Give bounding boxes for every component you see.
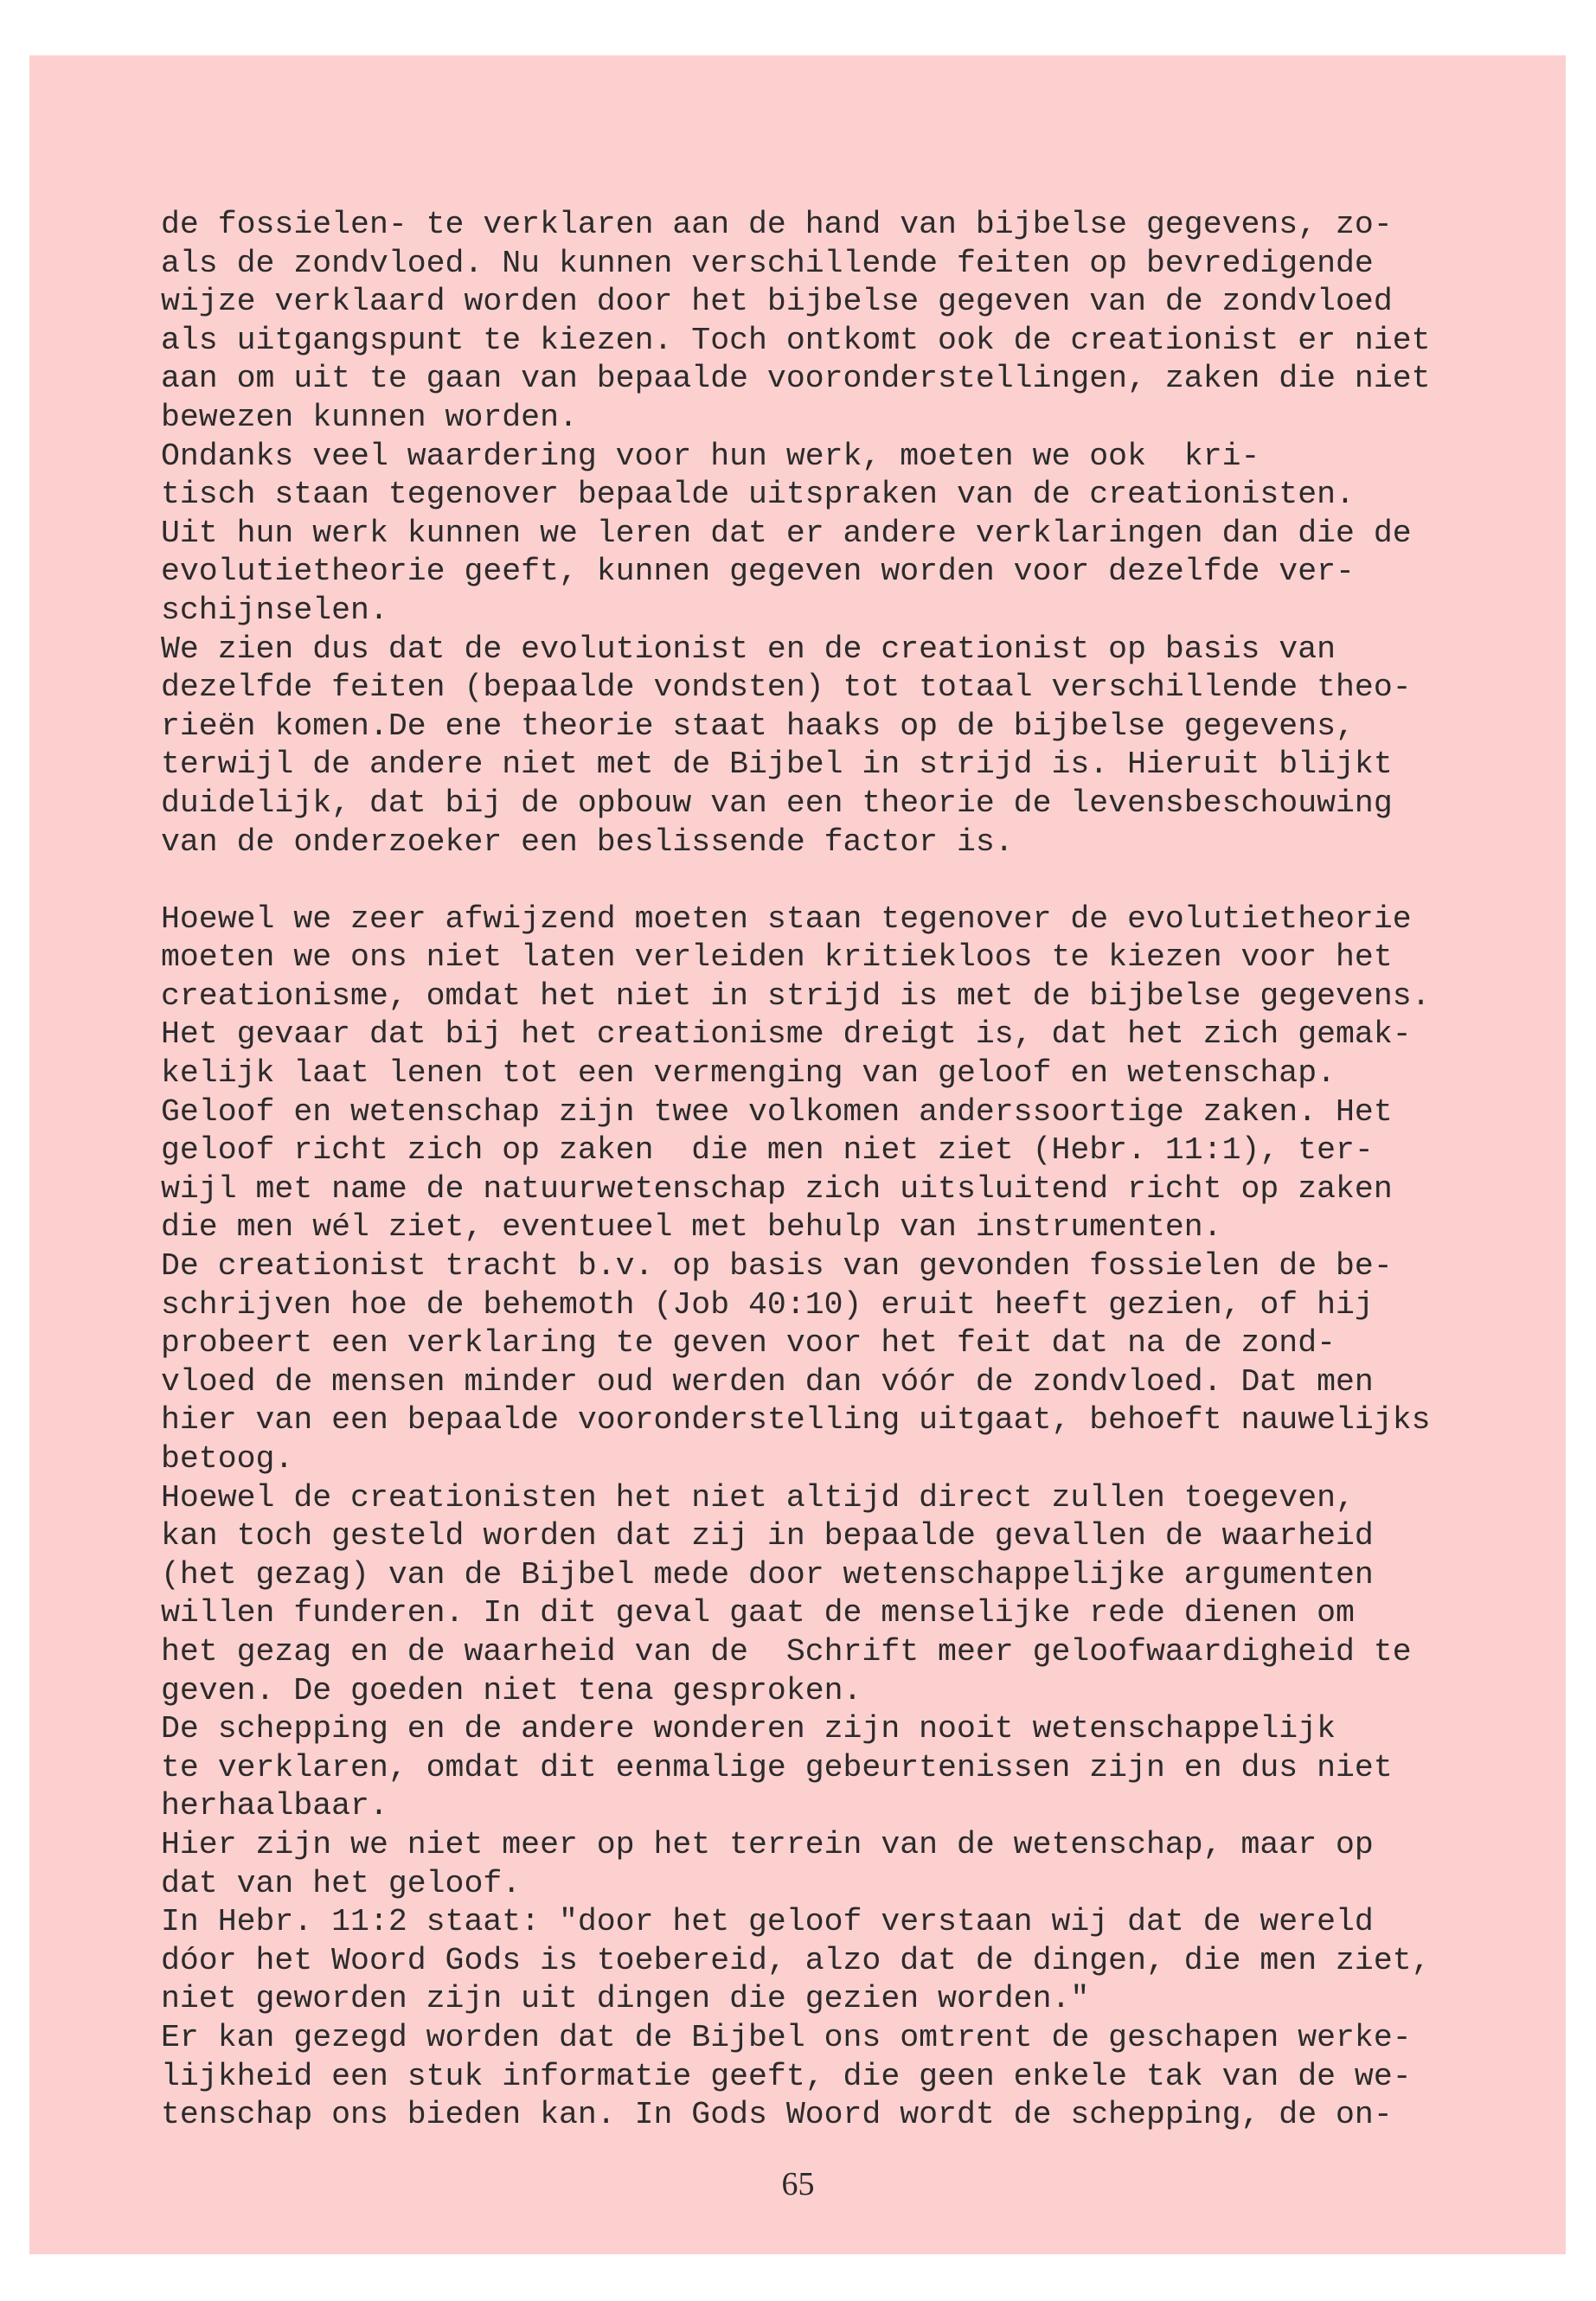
text-line: lijkheid een stuk informatie geeft, die geen enkele tak van de we-	[161, 2058, 1412, 2094]
text-line: moeten we ons niet laten verleiden kritiekloos te kiezen voor het	[161, 939, 1393, 976]
text-line: het gezag en de waarheid van de Schrift meer geloofwaardigheid te	[161, 1633, 1412, 1670]
text-line	[161, 862, 1493, 901]
text-line: tisch staan tegenover bepaalde uitspraken van de creationisten.	[161, 477, 1355, 513]
text-line: Ondanks veel waardering voor hun werk, moeten we ook kri-	[161, 438, 1260, 474]
text-line: dat van het geloof.	[161, 1865, 522, 1901]
text-line: De creationist tracht b.v. op basis van gevonden fossielen de be-	[161, 1248, 1393, 1285]
text-line: betoog.	[161, 1441, 294, 1477]
text-line: willen funderen. In dit geval gaat de menselijke rede dienen om	[161, 1595, 1355, 1631]
body-text	[161, 206, 1493, 2135]
page-number: 65	[781, 2166, 815, 2202]
text-line: Het gevaar dat bij het creationisme dreigt is, dat het zich gemak-	[161, 1016, 1412, 1053]
text-line: In Hebr. 11:2 staat: "door het geloof verstaan wij dat de wereld	[161, 1904, 1374, 1940]
text-line: bewezen kunnen worden.	[161, 399, 578, 435]
text-line: We zien dus dat de evolutionist en de creationist op basis van	[161, 631, 1336, 667]
text-line: geloof richt zich op zaken die men niet ziet (Hebr. 11:1), ter-	[161, 1132, 1374, 1169]
text-line: wijl met name de natuurwetenschap zich uitsluitend richt op zaken	[161, 1170, 1393, 1207]
text-line: terwijl de andere niet met de Bijbel in strijd is. Hieruit blijkt	[161, 747, 1393, 783]
text-line: vloed de mensen minder oud werden dan vóór de zondvloed. Dat men	[161, 1363, 1374, 1400]
text-line: als uitgangspunt te kiezen. Toch ontkomt ook de creationist er niet	[161, 322, 1431, 358]
text-line: duidelijk, dat bij de opbouw van een theorie de levensbeschouwing	[161, 785, 1393, 821]
text-line: Hoewel we zeer afwijzend moeten staan tegenover de evolutietheorie	[161, 901, 1412, 937]
text-line: Geloof en wetenschap zijn twee volkomen anderssoortige zaken. Het	[161, 1093, 1393, 1130]
text-line: rieën komen.De ene theorie staat haaks op de bijbelse gegevens,	[161, 708, 1355, 744]
text-line: kelijk laat lenen tot een vermenging van geloof en wetenschap.	[161, 1055, 1336, 1092]
text-line: probeert een verklaring te geven voor het feit dat na de zond-	[161, 1325, 1336, 1362]
text-line: als de zondvloed. Nu kunnen verschillende feiten op bevredigende	[161, 245, 1374, 281]
text-line: wijze verklaard worden door het bijbelse gegeven van de zondvloed	[161, 284, 1393, 320]
text-line: kan toch gesteld worden dat zij in bepaalde gevallen de waarheid	[161, 1518, 1374, 1554]
text-line: Uit hun werk kunnen we leren dat er andere verklaringen dan die de	[161, 515, 1412, 551]
text-line: creationisme, omdat het niet in strijd is met de bijbelse gegevens.	[161, 977, 1431, 1014]
text-line: de fossielen- te verklaren aan de hand van bijbelse gegevens, zo-	[161, 207, 1393, 242]
text-line: dóor het Woord Gods is toebereid, alzo dat de dingen, die men ziet,	[161, 1942, 1431, 1978]
text-line: schrijven hoe de behemoth (Job 40:10) eruit heeft gezien, of hij	[161, 1286, 1374, 1323]
text-line: Hier zijn we niet meer op het terrein van de wetenschap, maar op	[161, 1826, 1374, 1862]
text-line: Er kan gezegd worden dat de Bijbel ons omtrent de geschapen werke-	[161, 2019, 1412, 2055]
text-line: geven. De goeden niet tena gesproken.	[161, 1672, 862, 1708]
text-line: hier van een bepaalde vooronderstelling uitgaat, behoeft nauwelijks	[161, 1402, 1431, 1439]
text-line: tenschap ons bieden kan. In Gods Woord wordt de schepping, de on-	[161, 2097, 1393, 2133]
text-line: te verklaren, omdat dit eenmalige gebeurtenissen zijn en dus niet	[161, 1749, 1393, 1785]
text-line: die men wél ziet, eventueel met behulp van instrumenten.	[161, 1209, 1222, 1246]
text-line: schijnselen.	[161, 592, 388, 628]
text-line: van de onderzoeker een beslissende factor is.	[161, 824, 1014, 860]
text-line: dezelfde feiten (bepaalde vondsten) tot totaal verschillende theo-	[161, 670, 1412, 706]
text-line: (het gezag) van de Bijbel mede door wetenschappelijke argumenten	[161, 1556, 1374, 1593]
text-line: De schepping en de andere wonderen zijn nooit wetenschappelijk	[161, 1711, 1336, 1747]
text-line: niet geworden zijn uit dingen die gezien worden."	[161, 1981, 1090, 2017]
text-line: evolutietheorie geeft, kunnen gegeven worden voor dezelfde ver-	[161, 554, 1355, 590]
text-line: Hoewel de creationisten het niet altijd direct zullen toegeven,	[161, 1479, 1355, 1516]
text-line: herhaalbaar.	[161, 1788, 388, 1824]
text-line: aan om uit te gaan van bepaalde vooronderstellingen, zaken die niet	[161, 361, 1431, 397]
